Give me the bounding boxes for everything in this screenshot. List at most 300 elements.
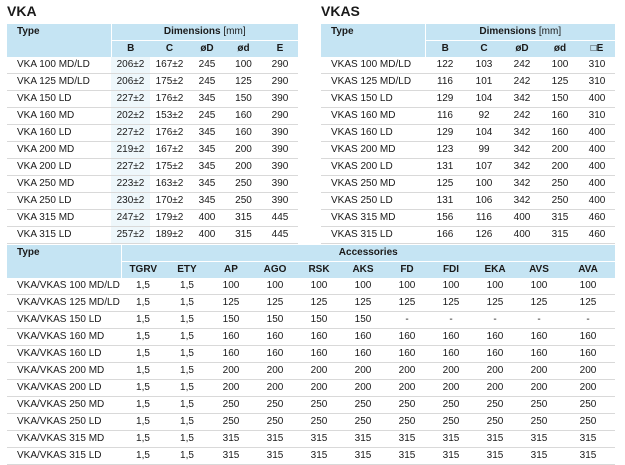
vkas-cell: 101 (465, 74, 503, 91)
vka-cell: 227±2 (111, 125, 150, 142)
vka-cell: 227±2 (111, 91, 150, 108)
accessories-row-type: VKA/VKAS 200 MD (7, 363, 121, 380)
accessories-cell: 125 (385, 295, 429, 312)
accessories-cell: 200 (297, 363, 341, 380)
accessories-cell: - (517, 312, 561, 329)
accessories-cell: 250 (253, 397, 297, 414)
vkas-cell: 342 (503, 193, 541, 210)
accessories-column-header: EKA (473, 262, 517, 279)
vkas-cell: 400 (579, 193, 615, 210)
vka-column-header: B (111, 41, 150, 58)
accessories-cell: 1,5 (121, 431, 165, 448)
vka-cell: 245 (189, 74, 225, 91)
vka-cell: 179±2 (150, 210, 189, 227)
vka-row-type: VKA 315 MD (7, 210, 111, 227)
vka-column-header: C (150, 41, 189, 58)
accessories-cell: 315 (297, 431, 341, 448)
accessories-column-header: FD (385, 262, 429, 279)
vkas-cell: 99 (465, 142, 503, 159)
accessories-cell: 250 (473, 414, 517, 431)
vkas-cell: 129 (425, 91, 465, 108)
table-row (7, 346, 615, 363)
accessories-cell: 160 (341, 346, 385, 363)
vkas-cell: 310 (579, 57, 615, 74)
accessories-column-header: AP (209, 262, 253, 279)
vkas-dimensions-unit: [mm] (538, 26, 562, 37)
vka-row-type: VKA 200 LD (7, 159, 111, 176)
vkas-cell: 310 (579, 108, 615, 125)
accessories-cell: 1,5 (165, 295, 209, 312)
accessories-cell: 200 (517, 363, 561, 380)
vkas-cell: 107 (465, 159, 503, 176)
vka-cell: 175±2 (150, 74, 189, 91)
vka-type-header: Type (7, 24, 111, 57)
vka-cell: 176±2 (150, 125, 189, 142)
accessories-cell: 200 (561, 380, 615, 397)
vkas-cell: 460 (579, 227, 615, 244)
vkas-row-type: VKAS 200 LD (321, 159, 425, 176)
vka-cell: 345 (189, 91, 225, 108)
accessories-cell: 100 (517, 278, 561, 295)
accessories-cell: 160 (473, 346, 517, 363)
vka-cell: 160 (225, 125, 262, 142)
accessories-cell: 1,5 (121, 295, 165, 312)
vkas-row-type: VKAS 315 LD (321, 227, 425, 244)
accessories-cell: 250 (429, 414, 473, 431)
vka-cell: 206±2 (111, 57, 150, 74)
vkas-cell: 125 (541, 74, 579, 91)
accessories-cell: 160 (561, 346, 615, 363)
vkas-cell: 242 (503, 74, 541, 91)
accessories-cell: 1,5 (121, 278, 165, 295)
vkas-row-type: VKAS 160 MD (321, 108, 425, 125)
accessories-cell: 1,5 (165, 397, 209, 414)
accessories-cell: 160 (385, 346, 429, 363)
table-row (7, 295, 615, 312)
vka-cell: 206±2 (111, 74, 150, 91)
vka-cell: 202±2 (111, 108, 150, 125)
vka-cell: 390 (262, 91, 298, 108)
table-row (7, 108, 298, 125)
vkas-cell: 250 (541, 193, 579, 210)
vka-cell: 445 (262, 210, 298, 227)
accessories-cell: 250 (297, 414, 341, 431)
accessories-cell: 250 (209, 397, 253, 414)
accessories-cell: 200 (385, 363, 429, 380)
accessories-column-header: AKS (341, 262, 385, 279)
vka-row-type: VKA 200 MD (7, 142, 111, 159)
accessories-cell: 160 (297, 346, 341, 363)
accessories-cell: 1,5 (121, 329, 165, 346)
accessories-cell: 200 (473, 380, 517, 397)
vkas-row-type: VKAS 315 MD (321, 210, 425, 227)
accessories-cell: 315 (253, 448, 297, 465)
accessories-cell: 1,5 (121, 414, 165, 431)
accessories-cell: 315 (297, 448, 341, 465)
accessories-cell: 160 (517, 329, 561, 346)
vka-row-type: VKA 160 LD (7, 125, 111, 142)
vka-row-type: VKA 250 MD (7, 176, 111, 193)
accessories-row-type: VKA/VKAS 125 MD/LD (7, 295, 121, 312)
table-row (7, 159, 298, 176)
vka-cell: 445 (262, 227, 298, 244)
accessories-cell: 100 (385, 278, 429, 295)
vkas-cell: 342 (503, 159, 541, 176)
table-row (7, 380, 615, 397)
vkas-cell: 123 (425, 142, 465, 159)
vkas-row-type: VKAS 200 MD (321, 142, 425, 159)
vka-cell: 223±2 (111, 176, 150, 193)
accessories-cell: 160 (253, 346, 297, 363)
accessories-cell: 125 (429, 295, 473, 312)
vkas-cell: 400 (579, 176, 615, 193)
accessories-column-header: ETY (165, 262, 209, 279)
accessories-column-header: RSK (297, 262, 341, 279)
vkas-dimensions-table (321, 24, 615, 244)
table-row (7, 176, 298, 193)
vka-row-type: VKA 150 LD (7, 91, 111, 108)
accessories-cell: 1,5 (121, 363, 165, 380)
vkas-row-type: VKAS 250 LD (321, 193, 425, 210)
vka-cell: 230±2 (111, 193, 150, 210)
accessories-cell: 160 (385, 329, 429, 346)
vka-cell: 290 (262, 57, 298, 74)
table-row (321, 193, 615, 210)
accessories-column-header: TGRV (121, 262, 165, 279)
accessories-cell: 200 (561, 363, 615, 380)
table-row (7, 210, 298, 227)
accessories-cell: 160 (429, 346, 473, 363)
accessories-cell: 125 (253, 295, 297, 312)
vka-column-header: øD (189, 41, 225, 58)
accessories-cell: 100 (429, 278, 473, 295)
vkas-column-header: C (465, 41, 503, 58)
vkas-cell: 342 (503, 125, 541, 142)
accessories-row-type: VKA/VKAS 100 MD/LD (7, 278, 121, 295)
vkas-cell: 160 (541, 125, 579, 142)
vka-row-type: VKA 125 MD/LD (7, 74, 111, 91)
vkas-cell: 150 (541, 91, 579, 108)
accessories-cell: 250 (253, 414, 297, 431)
vkas-cell: 125 (425, 176, 465, 193)
vka-cell: 163±2 (150, 176, 189, 193)
accessories-cell: 1,5 (165, 363, 209, 380)
vkas-cell: 104 (465, 125, 503, 142)
accessories-cell: 1,5 (165, 431, 209, 448)
vka-cell: 390 (262, 193, 298, 210)
accessories-cell: 100 (561, 278, 615, 295)
accessories-cell: 250 (561, 397, 615, 414)
vka-cell: 167±2 (150, 142, 189, 159)
accessories-cell: 160 (473, 329, 517, 346)
accessories-cell: 315 (473, 431, 517, 448)
vka-cell: 189±2 (150, 227, 189, 244)
accessories-cell: 315 (209, 431, 253, 448)
table-row (7, 312, 615, 329)
vka-cell: 227±2 (111, 159, 150, 176)
accessories-cell: 315 (253, 431, 297, 448)
vka-cell: 245 (189, 57, 225, 74)
vka-column-header: ød (225, 41, 262, 58)
accessories-cell: 315 (385, 431, 429, 448)
vkas-cell: 116 (465, 210, 503, 227)
accessories-cell: 315 (517, 431, 561, 448)
vkas-cell: 315 (541, 227, 579, 244)
accessories-cell: 200 (429, 363, 473, 380)
vka-cell: 219±2 (111, 142, 150, 159)
accessories-row-type: VKA/VKAS 250 LD (7, 414, 121, 431)
accessories-cell: 150 (253, 312, 297, 329)
vka-cell: 345 (189, 193, 225, 210)
accessories-cell: 250 (561, 414, 615, 431)
vka-cell: 345 (189, 125, 225, 142)
accessories-cell: 250 (429, 397, 473, 414)
accessories-cell: 1,5 (165, 346, 209, 363)
accessories-cell: 150 (341, 312, 385, 329)
table-row (7, 448, 615, 465)
vkas-dimensions-header (425, 24, 615, 41)
vkas-cell: 122 (425, 57, 465, 74)
accessories-cell: 125 (561, 295, 615, 312)
vkas-cell: 400 (503, 227, 541, 244)
vkas-cell: 460 (579, 210, 615, 227)
vka-cell: 250 (225, 176, 262, 193)
accessories-cell: 315 (429, 431, 473, 448)
table-row (7, 431, 615, 448)
accessories-cell: 1,5 (121, 448, 165, 465)
vkas-cell: 92 (465, 108, 503, 125)
vka-cell: 200 (225, 142, 262, 159)
vkas-cell: 242 (503, 108, 541, 125)
vkas-column-header: øD (503, 41, 541, 58)
vkas-cell: 106 (465, 193, 503, 210)
table-row (7, 74, 298, 91)
vka-dimensions-label: Dimensions (163, 26, 221, 37)
vkas-dimensions-label: Dimensions (479, 26, 537, 37)
table-row (321, 91, 615, 108)
vkas-type-header: Type (321, 24, 425, 57)
accessories-cell: 1,5 (165, 380, 209, 397)
accessories-cell: 200 (297, 380, 341, 397)
vka-cell: 100 (225, 57, 262, 74)
accessories-row-type: VKA/VKAS 200 LD (7, 380, 121, 397)
table-row (7, 278, 615, 295)
accessories-cell: 200 (473, 363, 517, 380)
table-row (7, 57, 298, 74)
accessories-cell: - (429, 312, 473, 329)
accessories-cell: 200 (209, 380, 253, 397)
vka-row-type: VKA 160 MD (7, 108, 111, 125)
accessories-cell: 315 (209, 448, 253, 465)
table-row (7, 397, 615, 414)
vka-cell: 345 (189, 176, 225, 193)
accessories-cell: 200 (253, 363, 297, 380)
vka-cell: 257±2 (111, 227, 150, 244)
accessories-table (7, 245, 615, 465)
table-row (321, 210, 615, 227)
accessories-row-type: VKA/VKAS 150 LD (7, 312, 121, 329)
accessories-cell: 100 (253, 278, 297, 295)
accessories-cell: 315 (473, 448, 517, 465)
accessories-cell: 125 (341, 295, 385, 312)
vka-cell: 125 (225, 74, 262, 91)
vka-cell: 390 (262, 159, 298, 176)
vkas-cell: 242 (503, 57, 541, 74)
accessories-cell: 250 (385, 397, 429, 414)
vka-cell: 345 (189, 142, 225, 159)
accessories-cell: 160 (297, 329, 341, 346)
vkas-cell: 103 (465, 57, 503, 74)
accessories-cell: 315 (429, 448, 473, 465)
accessories-row-type: VKA/VKAS 160 MD (7, 329, 121, 346)
table-row (321, 125, 615, 142)
vka-cell: 315 (225, 210, 262, 227)
vkas-cell: 200 (541, 142, 579, 159)
vka-dimensions-table (7, 24, 298, 244)
accessories-cell: 200 (517, 380, 561, 397)
accessories-cell: 315 (561, 448, 615, 465)
accessories-cell: 1,5 (121, 380, 165, 397)
accessories-cell: 125 (297, 295, 341, 312)
table-row (321, 142, 615, 159)
accessories-cell: 150 (209, 312, 253, 329)
vkas-cell: 250 (541, 176, 579, 193)
vka-cell: 315 (225, 227, 262, 244)
vkas-cell: 342 (503, 176, 541, 193)
accessories-type-header: Type (7, 245, 121, 278)
table-row (7, 142, 298, 159)
vkas-cell: 126 (465, 227, 503, 244)
accessories-cell: 1,5 (121, 346, 165, 363)
accessories-cell: 200 (209, 363, 253, 380)
accessories-cell: 200 (341, 363, 385, 380)
vkas-column-header: B (425, 41, 465, 58)
vka-cell: 400 (189, 210, 225, 227)
accessories-cell: 100 (297, 278, 341, 295)
accessories-cell: 160 (253, 329, 297, 346)
vka-row-type: VKA 315 LD (7, 227, 111, 244)
table-row (321, 227, 615, 244)
vkas-column-header: □E (579, 41, 615, 58)
vkas-cell: 104 (465, 91, 503, 108)
vka-dimensions-header (111, 24, 298, 41)
vka-cell: 175±2 (150, 159, 189, 176)
accessories-column-header: AVA (561, 262, 615, 279)
accessories-cell: 250 (341, 414, 385, 431)
table-row (321, 57, 615, 74)
vka-cell: 200 (225, 159, 262, 176)
accessories-cell: 200 (253, 380, 297, 397)
accessories-cell: 315 (341, 448, 385, 465)
accessories-cell: 160 (517, 346, 561, 363)
accessories-cell: 160 (209, 346, 253, 363)
accessories-column-header: FDI (429, 262, 473, 279)
vkas-cell: 400 (579, 125, 615, 142)
accessories-cell: 100 (209, 278, 253, 295)
accessories-cell: 1,5 (165, 278, 209, 295)
vka-title: VKA (7, 3, 37, 19)
accessories-cell: 160 (341, 329, 385, 346)
table-row (7, 193, 298, 210)
accessories-cell: 1,5 (121, 312, 165, 329)
table-row (7, 414, 615, 431)
vka-cell: 400 (189, 227, 225, 244)
accessories-cell: 250 (385, 414, 429, 431)
accessories-row-type: VKA/VKAS 315 MD (7, 431, 121, 448)
vkas-cell: 315 (541, 210, 579, 227)
accessories-cell: 1,5 (165, 414, 209, 431)
vkas-cell: 342 (503, 142, 541, 159)
accessories-row-type: VKA/VKAS 250 MD (7, 397, 121, 414)
accessories-cell: 315 (561, 431, 615, 448)
accessories-cell: 125 (209, 295, 253, 312)
accessories-cell: 250 (473, 397, 517, 414)
accessories-cell: 1,5 (121, 397, 165, 414)
accessories-cell: 250 (341, 397, 385, 414)
vka-cell: 290 (262, 74, 298, 91)
accessories-cell: 1,5 (165, 329, 209, 346)
vkas-title: VKAS (321, 3, 360, 19)
vkas-cell: 116 (425, 74, 465, 91)
vkas-cell: 100 (465, 176, 503, 193)
vkas-row-type: VKAS 250 MD (321, 176, 425, 193)
vkas-cell: 310 (579, 74, 615, 91)
table-row (7, 125, 298, 142)
table-row (7, 91, 298, 108)
accessories-column-header: AVS (517, 262, 561, 279)
table-row (321, 74, 615, 91)
vkas-cell: 156 (425, 210, 465, 227)
vka-cell: 390 (262, 125, 298, 142)
vkas-cell: 400 (579, 159, 615, 176)
vkas-cell: 200 (541, 159, 579, 176)
table-row (321, 108, 615, 125)
accessories-cell: - (473, 312, 517, 329)
accessories-cell: 250 (517, 397, 561, 414)
accessories-cell: - (561, 312, 615, 329)
vkas-cell: 400 (579, 142, 615, 159)
accessories-cell: 200 (429, 380, 473, 397)
vka-cell: 170±2 (150, 193, 189, 210)
accessories-cell: 315 (517, 448, 561, 465)
accessories-cell: 125 (473, 295, 517, 312)
vkas-column-header: ød (541, 41, 579, 58)
vka-cell: 390 (262, 176, 298, 193)
accessories-cell: 315 (341, 431, 385, 448)
accessories-cell: 200 (385, 380, 429, 397)
vkas-cell: 100 (541, 57, 579, 74)
vka-column-header: E (262, 41, 298, 58)
vka-cell: 247±2 (111, 210, 150, 227)
accessories-cell: 200 (341, 380, 385, 397)
accessories-cell: 150 (297, 312, 341, 329)
vka-dimensions-unit: [mm] (223, 26, 246, 37)
accessories-cell: 315 (385, 448, 429, 465)
accessories-cell: 1,5 (165, 312, 209, 329)
accessories-row-type: VKA/VKAS 315 LD (7, 448, 121, 465)
vka-cell: 345 (189, 159, 225, 176)
accessories-cell: 160 (209, 329, 253, 346)
vka-cell: 160 (225, 108, 262, 125)
vkas-cell: 160 (541, 108, 579, 125)
vkas-cell: 131 (425, 159, 465, 176)
accessories-header: Accessories (121, 245, 615, 262)
vkas-cell: 131 (425, 193, 465, 210)
accessories-cell: 100 (473, 278, 517, 295)
vkas-row-type: VKAS 100 MD/LD (321, 57, 425, 74)
vkas-row-type: VKAS 125 MD/LD (321, 74, 425, 91)
accessories-cell: 250 (517, 414, 561, 431)
